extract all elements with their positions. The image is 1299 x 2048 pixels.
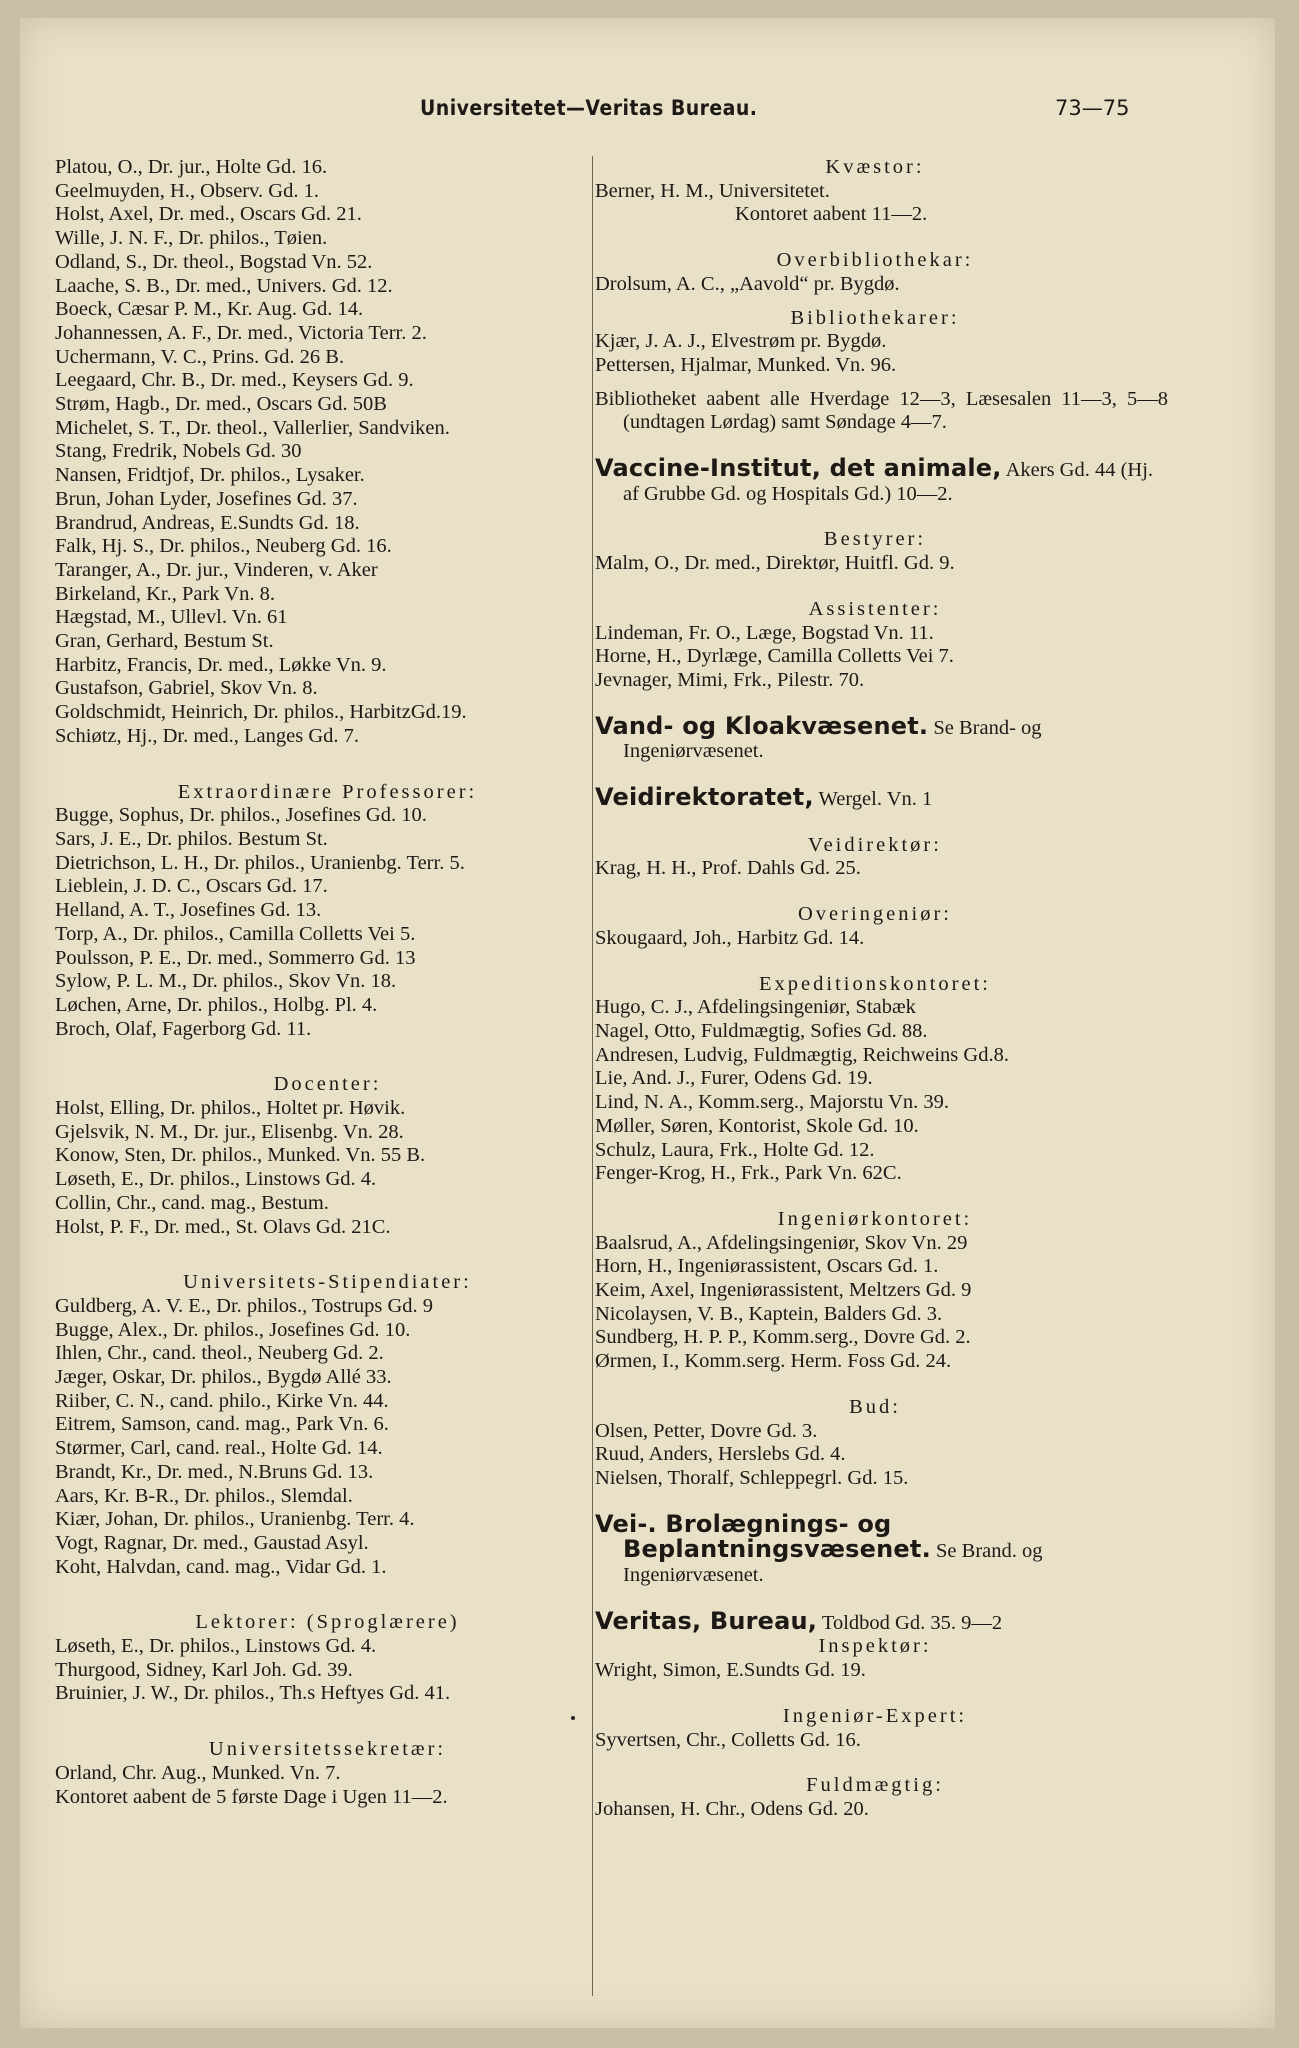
institution-reference: Se Brand. og Ingeniørvæsenet. xyxy=(623,1540,1043,1587)
list-item: Goldschmidt, Heinrich, Dr. philos., HarbitzGd.19. xyxy=(55,701,467,724)
list-item: Brandt, Kr., Dr. med., N.Bruns Gd. 13. xyxy=(55,1460,374,1483)
list-item: Broch, Olaf, Fagerborg Gd. 11. xyxy=(55,1017,312,1040)
institution-title xyxy=(595,454,1168,506)
page-header xyxy=(20,96,1275,136)
list-item: Sars, J. E., Dr. philos. Bestum St. xyxy=(55,827,328,850)
list-item: Gran, Gerhard, Bestum St. xyxy=(55,630,274,653)
list-item: Løseth, E., Dr. philos., Linstows Gd. 4. xyxy=(55,1168,377,1191)
document-page xyxy=(20,18,1275,2028)
section-heading: Lektorer: (Sproglærere) xyxy=(195,1611,460,1634)
institution-name: Veidirektoratet, xyxy=(595,783,814,812)
running-title: Universitetet—Veritas Bureau. xyxy=(420,96,758,120)
list-item: Konow, Sten, Dr. philos., Munked. Vn. 55 B. xyxy=(55,1144,426,1167)
list-item: Nielsen, Thoralf, Schleppegrl. Gd. 15. xyxy=(595,1466,909,1489)
list-item: Dietrichson, L. H., Dr. philos., Uranienbg. Terr. 5. xyxy=(55,851,465,874)
section-heading: Overingeniør: xyxy=(798,903,952,926)
section-heading: Bibliothekarer: xyxy=(790,306,960,329)
section-heading: Veidirektør: xyxy=(808,833,942,856)
list-item: Ørmen, I., Komm.serg. Herm. Foss Gd. 24. xyxy=(595,1350,952,1373)
list-item: Lindeman, Fr. O., Læge, Bogstad Vn. 11. xyxy=(595,621,934,644)
list-item: Strøm, Hagb., Dr. med., Oscars Gd. 50B xyxy=(55,393,387,416)
institution-name: Veritas, Bureau, xyxy=(595,1606,818,1635)
list-item: Hægstad, M., Ullevl. Vn. 61 xyxy=(55,606,288,629)
list-item: Wright, Simon, E.Sundts Gd. 19. xyxy=(595,1659,866,1682)
list-item: Laache, S. B., Dr. med., Univers. Gd. 12. xyxy=(55,274,393,297)
section-heading: Fuldmægtig: xyxy=(806,1774,944,1797)
list-item: Møller, Søren, Kontorist, Skole Gd. 10. xyxy=(595,1114,919,1137)
list-item: Baalsrud, A., Afdelingsingeniør, Skov Vn. 29 xyxy=(595,1231,968,1254)
list-item: Jæger, Oskar, Dr. philos., Bygdø Allé 33. xyxy=(55,1366,392,1389)
left-column xyxy=(55,156,600,1809)
list-item: Berner, H. M., Universitetet. xyxy=(595,179,830,202)
list-item: Bruinier, J. W., Dr. philos., Th.s Heftyes Gd. 41. xyxy=(55,1682,451,1705)
list-item: Aars, Kr. B-R., Dr. philos., Slemdal. xyxy=(55,1484,353,1507)
section-heading: Overbibliothekar: xyxy=(776,249,974,272)
list-item: Løchen, Arne, Dr. philos., Holbg. Pl. 4. xyxy=(55,993,378,1016)
list-item: Horne, H., Dyrlæge, Camilla Colletts Vei 7. xyxy=(595,645,954,668)
list-item: Falk, Hj. S., Dr. philos., Neuberg Gd. 16. xyxy=(55,535,392,558)
list-item: Olsen, Petter, Dovre Gd. 3. xyxy=(595,1419,818,1442)
list-item: Collin, Chr., cand. mag., Bestum. xyxy=(55,1191,329,1214)
list-item: Helland, A. T., Josefines Gd. 13. xyxy=(55,899,322,922)
list-item: Lind, N. A., Komm.serg., Majorstu Vn. 39. xyxy=(595,1091,950,1114)
list-item: Syvertsen, Chr., Colletts Gd. 16. xyxy=(595,1728,861,1751)
list-item: Malm, O., Dr. med., Direktør, Huitfl. Gd. 9. xyxy=(595,552,955,575)
list-item: Odland, S., Dr. theol., Bogstad Vn. 52. xyxy=(55,250,373,273)
institution-title xyxy=(595,1606,1155,1636)
list-item: Hugo, C. J., Afdelingsingeniør, Stabæk xyxy=(595,996,916,1019)
list-item: Riiber, C. N., cand. philo., Kirke Vn. 44. xyxy=(55,1389,389,1412)
list-item: Størmer, Carl, cand. real., Holte Gd. 14. xyxy=(55,1437,383,1460)
section-heading: Inspektør: xyxy=(818,1635,932,1658)
list-item: Sundberg, H. P. P., Komm.serg., Dovre Gd. 2. xyxy=(595,1326,971,1349)
library-hours-note: Bibliotheket aabent alle Hverdage 12—3, Læsesalen 11—3, 5—8 (undtagen Lørdag) samt Søndage 4—7. xyxy=(595,387,1168,434)
list-item: Birkeland, Kr., Park Vn. 8. xyxy=(55,582,275,605)
list-item: Ihlen, Chr., cand. theol., Neuberg Gd. 2. xyxy=(55,1342,384,1365)
section-heading: Extraordinære Professorer: xyxy=(177,780,478,803)
list-item: Kiær, Johan, Dr. philos., Uranienbg. Terr. 4. xyxy=(55,1508,415,1531)
list-item: Torp, A., Dr. philos., Camilla Colletts Vei 5. xyxy=(55,922,416,945)
list-item: Drolsum, A. C., „Aavold“ pr. Bygdø. xyxy=(595,272,900,295)
list-item: Uchermann, V. C., Prins. Gd. 26 B. xyxy=(55,345,345,368)
institution-address: Akers Gd. 44 (Hj. af Grubbe Gd. og Hospitals Gd.) 10—2. xyxy=(623,459,1154,505)
extra-professors-list xyxy=(55,804,600,1041)
list-item: Leegaard, Chr. B., Dr. med., Keysers Gd. 9. xyxy=(55,369,414,392)
list-item: Kjær, J. A. J., Elvestrøm pr. Bygdø. xyxy=(595,330,887,353)
office-hours-note: Kontoret aabent 11—2. xyxy=(735,203,928,226)
list-item: Sylow, P. L. M., Dr. philos., Skov Vn. 18. xyxy=(55,970,397,993)
section-heading: Bud: xyxy=(849,1395,901,1418)
institution-address: Toldbod Gd. 35. 9—2 xyxy=(821,1611,1003,1634)
list-item: Lieblein, J. D. C., Oscars Gd. 17. xyxy=(55,875,328,898)
list-item: Holst, Elling, Dr. philos., Holtet pr. Høvik. xyxy=(55,1097,406,1120)
list-item: Bugge, Alex., Dr. philos., Josefines Gd. 10. xyxy=(55,1318,411,1341)
list-item: Orland, Chr. Aug., Munked. Vn. 7. xyxy=(55,1761,341,1784)
section-heading: Kvæstor: xyxy=(825,156,925,178)
institution-address: Wergel. Vn. 1 xyxy=(818,788,933,811)
list-item: Stang, Fredrik, Nobels Gd. 30 xyxy=(55,440,302,463)
list-item: Gustafson, Gabriel, Skov Vn. 8. xyxy=(55,677,318,700)
list-item: Brun, Johan Lyder, Josefines Gd. 37. xyxy=(55,487,358,510)
list-item: Lie, And. J., Furer, Odens Gd. 19. xyxy=(595,1067,873,1090)
section-heading: Bestyrer: xyxy=(823,528,927,551)
list-item: Johannessen, A. F., Dr. med., Victoria Terr. 2. xyxy=(55,321,427,344)
list-item: Kontoret aabent de 5 første Dage i Ugen 11—2. xyxy=(55,1785,448,1808)
institution-title xyxy=(595,711,1168,764)
list-item: Thurgood, Sidney, Karl Joh. Gd. 39. xyxy=(55,1658,353,1681)
list-item: Boeck, Cæsar P. M., Kr. Aug. Gd. 14. xyxy=(55,298,364,321)
list-item: Michelet, S. T., Dr. theol., Vallerlier, Sandviken. xyxy=(55,416,450,439)
list-item: Holst, P. F., Dr. med., St. Olavs Gd. 21C. xyxy=(55,1215,391,1238)
list-item: Platou, O., Dr. jur., Holte Gd. 16. xyxy=(55,156,328,178)
section-heading: Universitetssekretær: xyxy=(208,1738,447,1761)
list-item: Skougaard, Joh., Harbitz Gd. 14. xyxy=(595,926,865,949)
list-item: Nicolaysen, V. B., Kaptein, Balders Gd. 3. xyxy=(595,1302,943,1325)
institution-title xyxy=(595,783,1155,812)
section-heading: Ingeniør-Expert: xyxy=(782,1704,968,1727)
list-item: Geelmuyden, H., Observ. Gd. 1. xyxy=(55,179,319,202)
right-column xyxy=(595,156,1168,1822)
list-item: Schiøtz, Hj., Dr. med., Langes Gd. 7. xyxy=(55,724,360,747)
lektorer-list xyxy=(55,1635,600,1706)
list-item: Nansen, Fridtjof, Dr. philos., Lysaker. xyxy=(55,464,365,487)
section-heading: Assistenter: xyxy=(808,597,942,620)
section-heading: Expeditionskontoret: xyxy=(759,972,991,995)
list-item: Wille, J. N. F., Dr. philos., Tøien. xyxy=(55,227,328,250)
docenter-list xyxy=(55,1097,600,1239)
institution-title xyxy=(595,1509,1168,1588)
list-item: Nagel, Otto, Fuldmægtig, Sofies Gd. 88. xyxy=(595,1019,928,1042)
list-item: Harbitz, Francis, Dr. med., Løkke Vn. 9. xyxy=(55,653,387,676)
list-item: Johansen, H. Chr., Odens Gd. 20. xyxy=(595,1797,869,1820)
section-heading: Universitets-Stipendiater: xyxy=(183,1271,472,1294)
list-item: Taranger, A., Dr. jur., Vinderen, v. Aker xyxy=(55,558,378,581)
list-item: Holst, Axel, Dr. med., Oscars Gd. 21. xyxy=(55,203,362,226)
professors-list xyxy=(55,156,600,749)
list-item: Bugge, Sophus, Dr. philos., Josefines Gd. 10. xyxy=(55,804,427,827)
sekretaer-list xyxy=(55,1762,600,1809)
list-item: Eitrem, Samson, cand. mag., Park Vn. 6. xyxy=(55,1413,389,1436)
stipendiater-list xyxy=(55,1295,600,1579)
institution-name: Vei-. Brolægnings- og Beplantningsvæsenet. xyxy=(595,1509,931,1564)
list-item: Pettersen, Hjalmar, Munked. Vn. 96. xyxy=(595,353,897,376)
list-item: Andresen, Ludvig, Fuldmægtig, Reichweins Gd.8. xyxy=(595,1043,1009,1066)
institution-name: Vand- og Kloakvæsenet. xyxy=(595,711,929,740)
list-item: Løseth, E., Dr. philos., Linstows Gd. 4. xyxy=(55,1635,377,1658)
list-item: Gjelsvik, N. M., Dr. jur., Elisenbg. Vn. 28. xyxy=(55,1120,404,1143)
list-item: Brandrud, Andreas, E.Sundts Gd. 18. xyxy=(55,511,360,534)
institution-name: Vaccine-Institut, det animale, xyxy=(595,454,1002,483)
list-item: Keim, Axel, Ingeniørassistent, Meltzers Gd. 9 xyxy=(595,1279,972,1302)
list-item: Krag, H. H., Prof. Dahls Gd. 25. xyxy=(595,857,861,880)
list-item: Ruud, Anders, Herslebs Gd. 4. xyxy=(595,1443,846,1466)
section-heading: Ingeniørkontoret: xyxy=(777,1207,973,1230)
institution-reference: Se Brand- og Ingeniørvæsenet. xyxy=(623,716,1042,763)
list-item: Schulz, Laura, Frk., Holte Gd. 12. xyxy=(595,1138,875,1161)
page-number: 73—75 xyxy=(1055,96,1130,120)
list-item: Koht, Halvdan, cand. mag., Vidar Gd. 1. xyxy=(55,1555,387,1578)
list-item: Guldberg, A. V. E., Dr. philos., Tostrups Gd. 9 xyxy=(55,1294,434,1317)
list-item: Vogt, Ragnar, Dr. med., Gaustad Asyl. xyxy=(55,1531,369,1554)
list-item: Poulsson, P. E., Dr. med., Sommerro Gd. 13 xyxy=(55,946,416,969)
section-heading: Docenter: xyxy=(273,1073,382,1096)
list-item: Horn, H., Ingeniørassistent, Oscars Gd. 1. xyxy=(595,1255,939,1278)
list-item: Jevnager, Mimi, Frk., Pilestr. 70. xyxy=(595,668,865,691)
list-item: Fenger-Krog, H., Frk., Park Vn. 62C. xyxy=(595,1162,902,1185)
